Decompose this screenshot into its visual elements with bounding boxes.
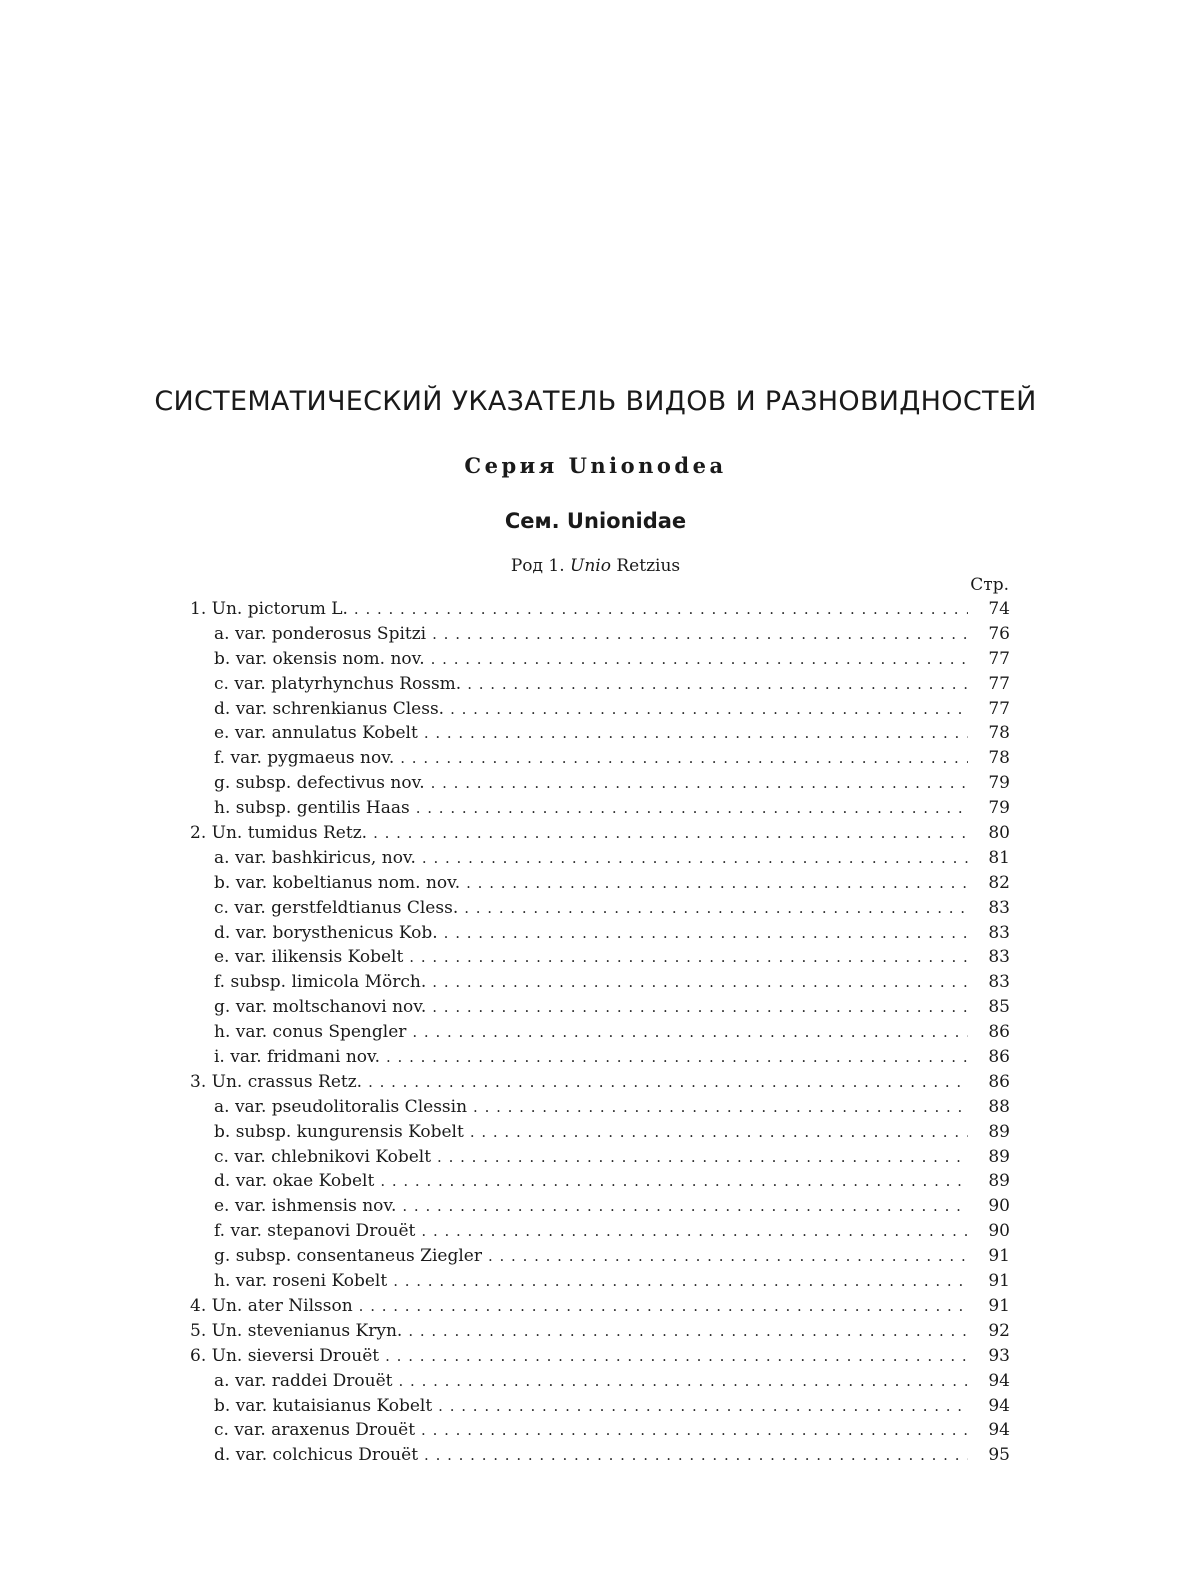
genus-heading [0,556,1191,576]
entry-label: a. var. ponderosus Spitzi [214,623,427,644]
species-entry [190,1319,1010,1344]
entry-page-number: 92 [988,1320,1010,1341]
entry-label: e. var. ishmensis nov. [214,1196,397,1217]
entry-page-number: 89 [988,1121,1010,1142]
entry-label: h. var. roseni Kobelt [214,1271,388,1292]
entry-page-number: 77 [988,648,1010,669]
variety-entry [190,721,1010,746]
entry-page-number: 90 [988,1221,1010,1242]
dot-leader [432,995,968,1020]
entry-label: g. subsp. consentaneus Ziegler [214,1246,482,1267]
variety-entry [190,995,1010,1020]
entry-page-number: 79 [988,798,1010,819]
dot-leader [431,647,968,672]
dot-leader [385,1344,968,1369]
entry-label: c. var. araxenus Drouët [214,1420,416,1441]
variety-entry [190,771,1010,796]
species-entry [190,597,1010,622]
entry-page-number: 78 [988,723,1010,744]
entry-page-number: 89 [988,1146,1010,1167]
variety-entry [190,746,1010,771]
dot-leader [424,1443,968,1468]
variety-entry [190,921,1010,946]
entry-page-number: 86 [988,1022,1010,1043]
entry-label: b. var. kobeltianus nom. nov. [214,872,461,893]
entry-label: d. var. schrenkianus Cless. [214,698,445,719]
species-entry [190,1294,1010,1319]
entry-page-number: 88 [988,1096,1010,1117]
dot-leader [438,1394,968,1419]
variety-entry [190,1394,1010,1419]
entry-page-number: 94 [988,1420,1010,1441]
entry-page-number: 77 [988,698,1010,719]
dot-leader [402,1194,968,1219]
variety-entry [190,1244,1010,1269]
dot-leader [424,721,968,746]
entry-label: h. subsp. gentilis Haas [214,798,410,819]
genus-prefix: Род 1. [510,556,565,576]
entry-page-number: 77 [988,673,1010,694]
entry-label: b. var. kutaisianus Kobelt [214,1395,433,1416]
dot-leader [467,672,968,697]
variety-entry [190,846,1010,871]
dot-leader [473,1095,968,1120]
entry-page-number: 80 [988,823,1010,844]
variety-entry [190,1369,1010,1394]
dot-leader [386,1045,968,1070]
dot-leader [464,896,968,921]
entry-page-number: 86 [988,1071,1010,1092]
dot-leader [400,746,968,771]
entry-page-number: 79 [988,773,1010,794]
entry-page-number: 95 [988,1445,1010,1466]
dot-leader [354,597,968,622]
dot-leader [380,1169,968,1194]
entry-page-number: 76 [988,623,1010,644]
entry-page-number: 83 [988,947,1010,968]
entry-label: c. var. chlebnikovi Kobelt [214,1146,432,1167]
dot-leader [393,1269,968,1294]
entry-page-number: 93 [988,1345,1010,1366]
dot-leader [412,1020,968,1045]
entry-page-number: 83 [988,897,1010,918]
variety-entry [190,1443,1010,1468]
entry-page-number: 94 [988,1395,1010,1416]
dot-leader [399,1369,968,1394]
dot-leader [373,821,968,846]
variety-entry [190,647,1010,672]
entry-page-number: 91 [988,1246,1010,1267]
variety-entry [190,1045,1010,1070]
dot-leader [450,697,968,722]
entry-label: g. var. moltschanovi nov. [214,997,427,1018]
dot-leader [432,970,968,995]
dot-leader [416,796,968,821]
variety-entry [190,622,1010,647]
variety-entry [190,1418,1010,1443]
entry-label: f. var. stepanovi Drouët [214,1221,416,1242]
variety-entry [190,1095,1010,1120]
variety-entry [190,1269,1010,1294]
entry-label: e. var. ilikensis Kobelt [214,947,404,968]
variety-entry [190,1194,1010,1219]
variety-entry [190,970,1010,995]
entry-label: h. var. conus Spengler [214,1022,407,1043]
dot-leader [421,1219,968,1244]
variety-entry [190,871,1010,896]
variety-entry [190,796,1010,821]
entry-label: f. subsp. limicola Mörch. [214,972,427,993]
variety-entry [190,672,1010,697]
entry-label: b. var. okensis nom. nov. [214,648,425,669]
entry-page-number: 83 [988,972,1010,993]
variety-entry [190,945,1010,970]
entry-label: c. var. gerstfeldtianus Cless. [214,897,459,918]
entry-label: 2. Un. tumidus Retz. [190,823,368,844]
entry-label: d. var. colchicus Drouët [214,1445,419,1466]
variety-entry [190,1219,1010,1244]
dot-leader [470,1120,968,1145]
entry-label: 6. Un. sieversi Drouët [190,1345,380,1366]
dot-leader [368,1070,968,1095]
dot-leader [437,1145,968,1170]
variety-entry [190,1120,1010,1145]
dot-leader [444,921,968,946]
index-list [190,597,1010,1468]
dot-leader [421,1418,968,1443]
entry-label: 1. Un. pictorum L. [190,599,348,619]
entry-page-number: 94 [988,1370,1010,1391]
entry-label: 4. Un. ater Nilsson [190,1295,353,1316]
entry-label: i. var. fridmani nov. [214,1047,381,1068]
dot-leader [408,1319,968,1344]
entry-label: d. var. okae Kobelt [214,1171,375,1192]
variety-entry [190,1145,1010,1170]
dot-leader [422,846,968,871]
entry-label: a. var. bashkiricus, nov. [214,847,416,868]
entry-page-number: 83 [988,922,1010,943]
dot-leader [488,1244,968,1269]
variety-entry [190,1169,1010,1194]
entry-page-number: 85 [988,997,1010,1018]
variety-entry [190,896,1010,921]
entry-page-number: 86 [988,1047,1010,1068]
page-column-label: Стр. [970,575,1009,595]
dot-leader [359,1294,968,1319]
entry-page-number: 81 [988,847,1010,868]
species-entry [190,1344,1010,1369]
entry-label: g. subsp. defectivus nov. [214,773,425,794]
entry-label: d. var. borysthenicus Kob. [214,922,438,943]
entry-label: 3. Un. crassus Retz. [190,1071,363,1092]
species-entry [190,1070,1010,1095]
entry-label: a. var. raddei Drouët [214,1370,393,1391]
genus-name: Unio [570,556,611,576]
entry-page-number: 91 [988,1295,1010,1316]
entry-label: f. var. pygmaeus nov. [214,748,395,769]
dot-leader [409,945,968,970]
genus-author: Retzius [616,556,681,576]
page-title: СИСТЕМАТИЧЕСКИЙ УКАЗАТЕЛЬ ВИДОВ И РАЗНОВИДНОСТЕЙ [154,386,1037,417]
dot-leader [431,771,968,796]
variety-entry [190,697,1010,722]
series-heading: Серия Unionodea [464,453,727,478]
variety-entry [190,1020,1010,1045]
dot-leader [466,871,968,896]
entry-page-number: 78 [988,748,1010,769]
family-heading: Сем. Unionidae [504,509,687,533]
entry-label: 5. Un. stevenianus Kryn. [190,1320,403,1341]
entry-label: b. subsp. kungurensis Kobelt [214,1121,464,1142]
species-entry [190,821,1010,846]
entry-label: a. var. pseudolitoralis Clessin [214,1096,468,1117]
entry-page-number: 89 [988,1171,1010,1192]
entry-page-number: 82 [988,872,1010,893]
entry-label: c. var. platyrhynchus Rossm. [214,673,462,694]
entry-label: e. var. annulatus Kobelt [214,723,418,744]
entry-page-number: 90 [988,1196,1010,1217]
entry-page-number: 91 [988,1271,1010,1292]
dot-leader [432,622,968,647]
entry-page-number: 74 [988,599,1010,619]
